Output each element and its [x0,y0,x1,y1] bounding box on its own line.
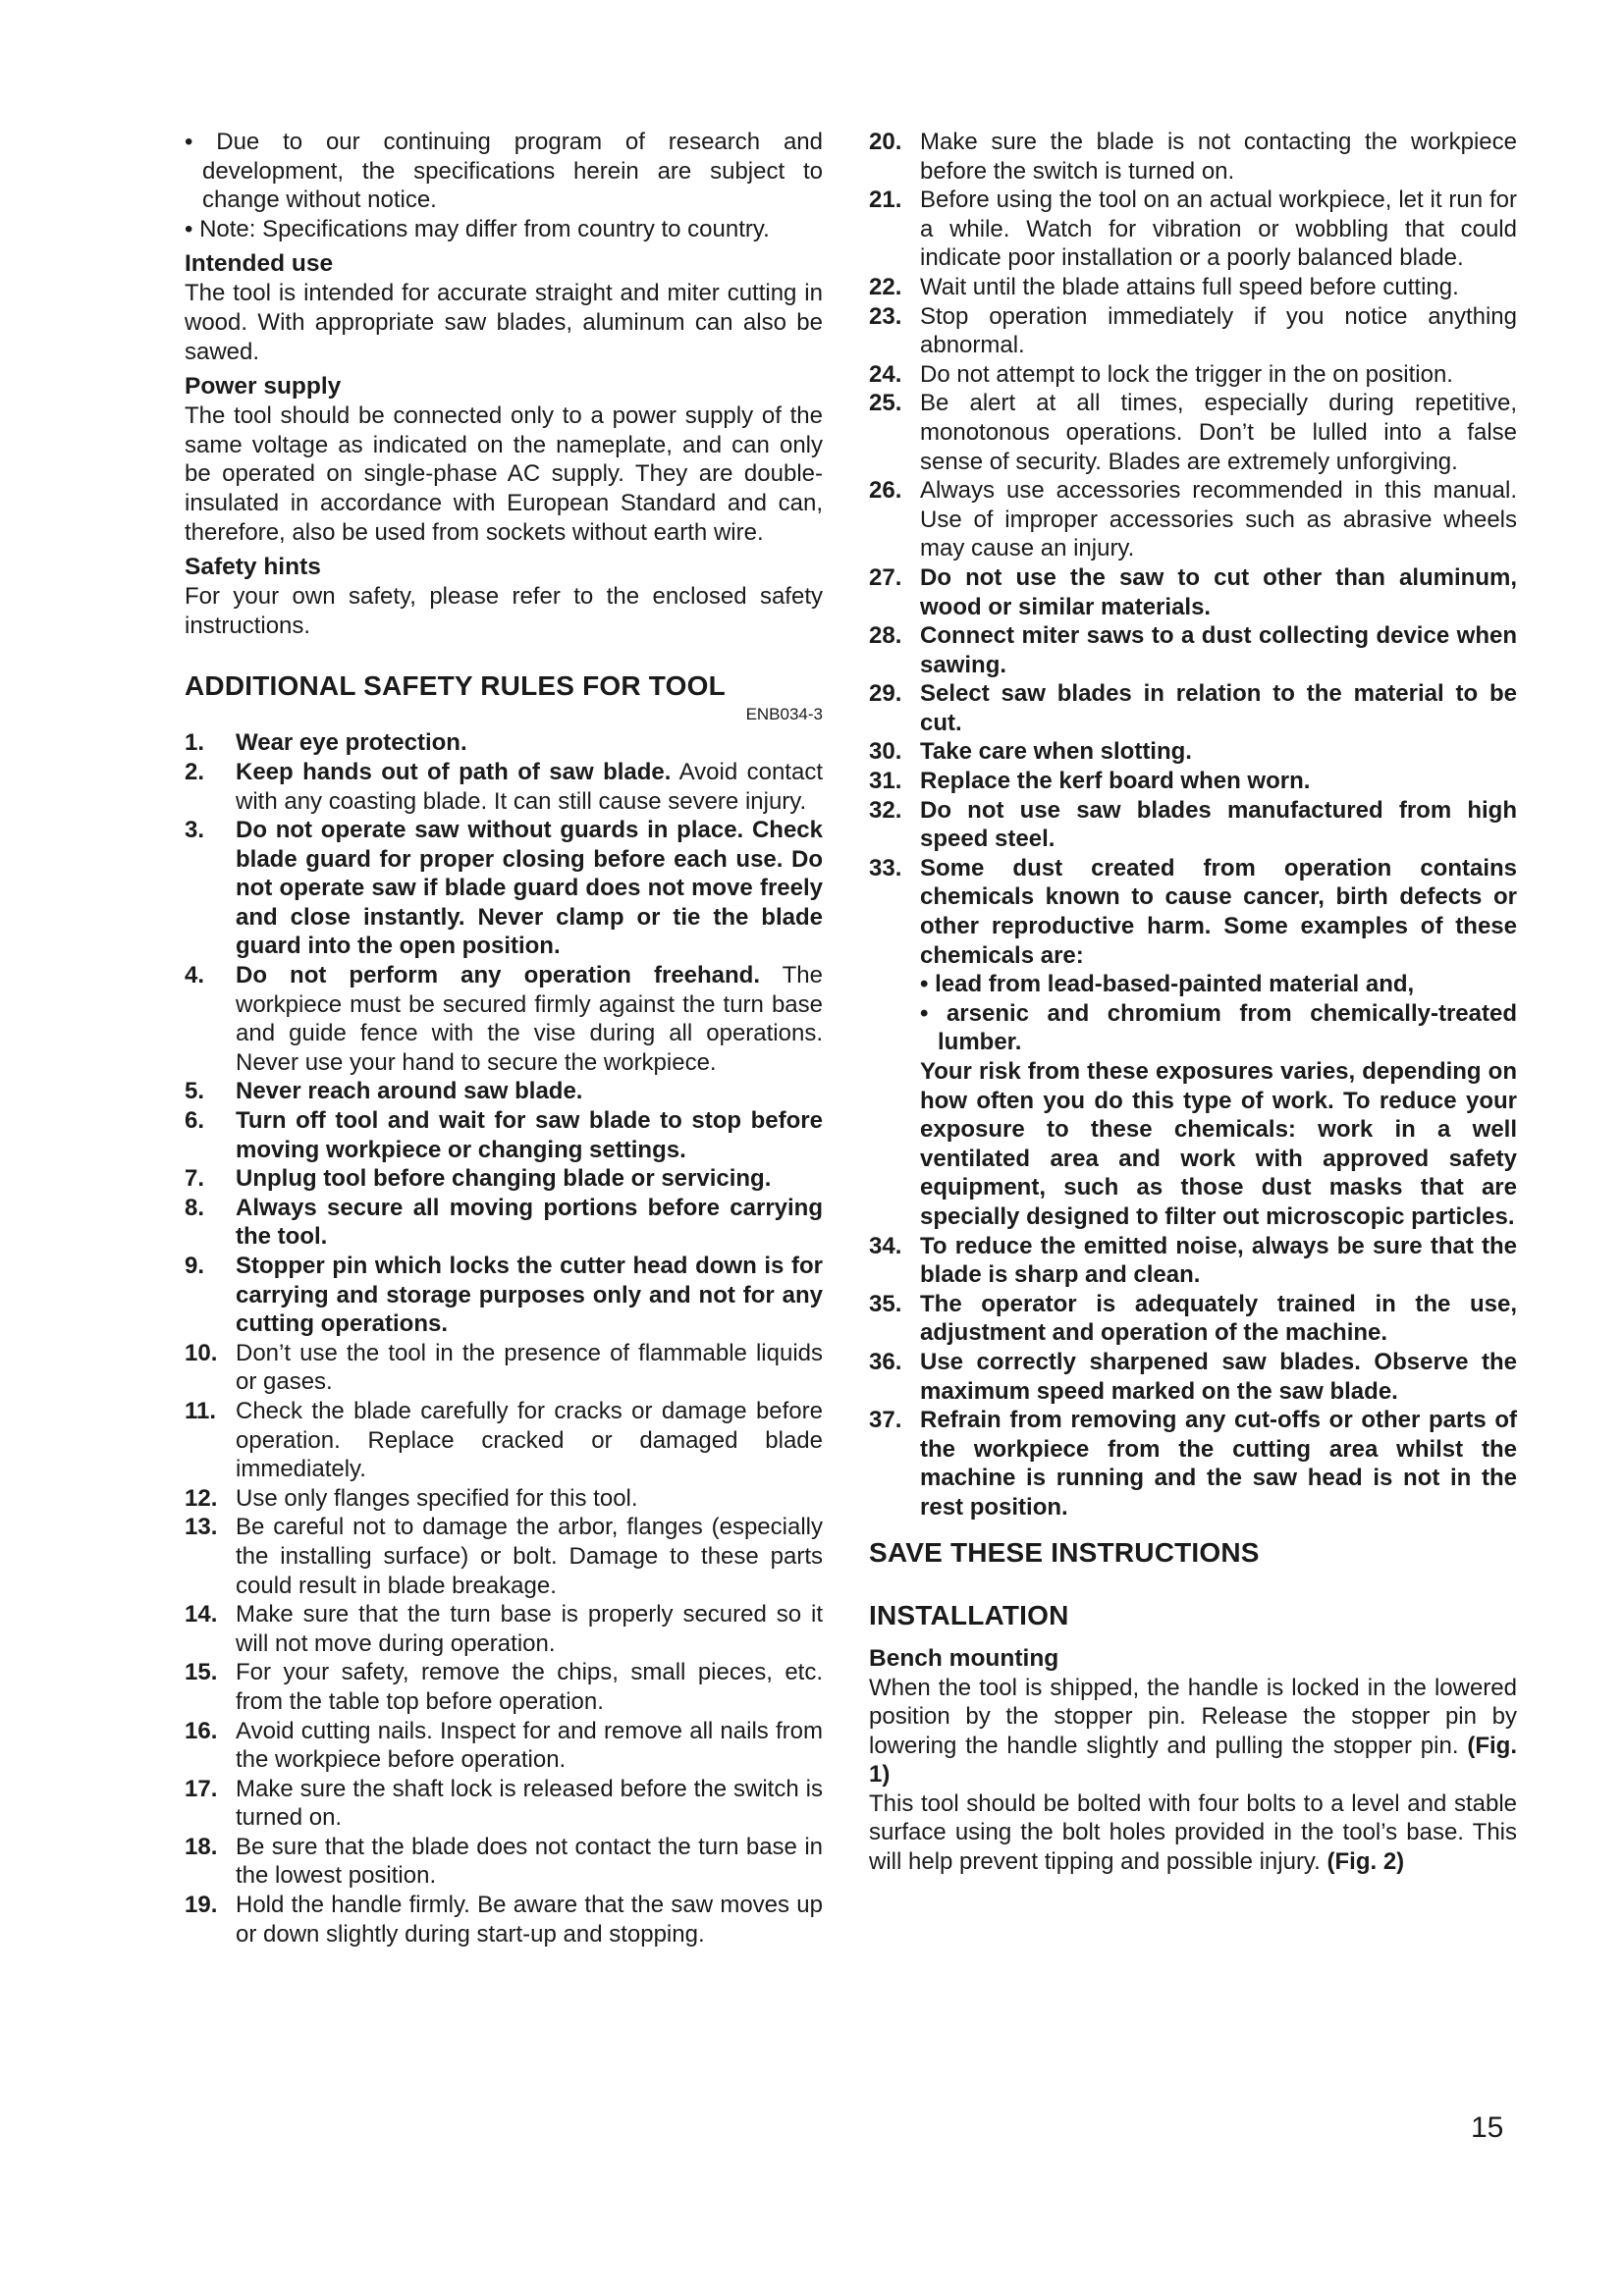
rule-number: 18. [185,1833,218,1860]
rule-item [869,1406,1517,1522]
rule-item [869,273,1517,302]
bench-mounting-heading: Bench mounting [869,1644,1059,1672]
safety-rules-list [185,728,823,1949]
safety-hints-text: For your own safety, please refer to the enclosed safety instructions. [185,583,823,639]
rule-item [869,302,1517,360]
power-supply-heading: Power supply [185,373,342,400]
rule-item [185,1833,823,1891]
safety-rules-bold-list-2 [869,1232,1517,1522]
safety-rules-list-continued [869,128,1517,563]
rule-bold-text: Unplug tool before changing blade or servicing. [236,1165,772,1193]
intended-use-text: The tool is intended for accurate straight and miter cutting in wood. With appropriate saw blades, aluminum can also be sawed. [185,280,823,365]
power-supply-text: The tool should be connected only to a power supply of the same voltage as indicated on the nameplate, and can only be operated on single-phase AC supply. They are double-insulated in accordance with European Standard and can, therefore, also be used from sockets without earth wire. [185,402,823,546]
rule-number: 7. [185,1165,205,1193]
left-column [185,128,823,1949]
rule-item [185,1717,823,1775]
rule-number: 33. [869,854,902,881]
rule-number: 34. [869,1232,902,1259]
rule-number: 13. [185,1514,218,1541]
rule-text: Hold the handle firmly. Be aware that the saw moves up or down slightly during start-up and stopping. [236,1892,823,1948]
rule-item [185,1891,823,1949]
rule-33-list [869,854,1517,1232]
rule-text: Do not use saw blades manufactured from high speed steel. [920,796,1517,853]
rule-number: 21. [869,187,902,214]
rule-number: 24. [869,360,902,388]
rule-text: The operator is adequately trained in the use, adjustment and operation of the machine. [920,1290,1517,1347]
rule-text: Some dust created from operation contains chemicals known to cause cancer, birth defects or other reproductive harm. Some examples of these chemicals are: [920,854,1517,969]
rule-text: Always use accessories recommended in this manual. Use of improper accessories such as abrasive wheels may cause an injury. [920,477,1517,562]
chemical-bullet: • lead from lead-based-painted material and, [920,971,1415,998]
rule-number: 25. [869,390,902,417]
rule-text: Check the blade carefully for cracks or damage before operation. Replace cracked or damaged blade immediately. [236,1397,823,1483]
rule-text: Before using the tool on an actual workpiece, let it run for a while. Watch for vibration or wobbling that could indicate poor installation or a poorly balanced blade. [920,187,1517,272]
rule-item [869,563,1517,621]
rule-number: 35. [869,1290,902,1317]
rule-number: 23. [869,302,902,330]
rule-bold-text: Do not operate saw without guards in place. Check blade guard for proper closing before each use. Do not operate saw if blade guard does not move freely and close instantly. Never clamp or tie the blade guard into the open position. [236,817,823,960]
rule-item [869,621,1517,679]
rule-item [869,1232,1517,1290]
rule-item [185,1775,823,1833]
rule-item [185,728,823,758]
intro-bullets [185,128,823,243]
rule-number: 10. [185,1339,218,1366]
rule-item [869,737,1517,767]
rule-item [185,1513,823,1600]
chemical-bullets [920,970,1517,1057]
page-number: 15 [1471,2111,1504,2144]
rule-number: 14. [185,1601,218,1629]
rule-text: Wait until the blade attains full speed before cutting. [920,273,1459,300]
rule-text: The workpiece must be secured firmly against the turn base and guide fence with the vise during all operations. Never use your hand to secure the workpiece. [236,962,823,1076]
safety-rules-bold-list [869,563,1517,854]
rule-text: Make sure the blade is not contacting the workpiece before the switch is turned on. [920,129,1517,185]
rule-text: Be sure that the blade does not contact the turn base in the lowest position. [236,1833,823,1890]
rule-item [185,1106,823,1164]
rule-number: 27. [869,563,902,591]
chemical-bullet: • arsenic and chromium from chemically-treated lumber. [920,999,1517,1056]
rule-number: 29. [869,680,902,708]
save-instructions-title: SAVE THESE INSTRUCTIONS [869,1536,1260,1568]
rule-text: Connect miter saws to a dust collecting device when sawing. [920,622,1517,678]
rule-item [869,854,1517,1232]
rule-number: 12. [185,1484,218,1512]
rule-item [869,476,1517,563]
rule-text: Do not use the saw to cut other than aluminum, wood or similar materials. [920,563,1517,620]
rule-item [185,1658,823,1716]
figure-reference: (Fig. 2) [1326,1848,1405,1876]
rule-item [185,1397,823,1484]
rule-item [869,186,1517,273]
intended-use-heading: Intended use [185,250,334,278]
rule-number: 20. [869,129,902,155]
rule-number: 1. [185,729,205,757]
section-title: ADDITIONAL SAFETY RULES FOR TOOL [185,670,726,702]
rule-item [185,1252,823,1339]
rule-text: Select saw blades in relation to the material to be cut. [920,680,1517,736]
rule-number: 16. [185,1717,218,1744]
rule-text: Make sure the shaft lock is released before the switch is turned on. [236,1775,823,1832]
rule-number: 28. [869,622,902,650]
rule-item [185,1484,823,1514]
rule-item [185,1339,823,1397]
rule-bold-text: Keep hands out of path of saw blade. [236,758,672,785]
rule-text: Be careful not to damage the arbor, flanges (especially the installing surface) or bolt. Damage to these parts could result in blade breakage. [236,1514,823,1599]
rule-number: 30. [869,738,902,766]
rule-bold-text: Turn off tool and wait for saw blade to stop before moving workpiece or changing settings. [236,1107,823,1163]
rule-text: Use correctly sharpened saw blades. Observe the maximum speed marked on the saw blade. [920,1348,1517,1405]
rule-number: 32. [869,796,902,824]
rule-item [869,128,1517,186]
rule-text: Do not attempt to lock the trigger in the on position. [920,360,1453,388]
rule-text: For your safety, remove the chips, small pieces, etc. from the table top before operation. [236,1659,823,1715]
rule-text: Be alert at all times, especially during repetitive, monotonous operations. Don’t be lulled into a false sense of security. Blades are extremely unforgiving. [920,390,1517,475]
rule-item [185,1194,823,1252]
rule-item [869,796,1517,854]
rule-33-continuation: Your risk from these exposures varies, depending on how often you do this type of work. To reduce your exposure to these chemicals: work in a well ventilated area and work with approved safety equipment, such as those dust masks that are specially designed to filter out microscopic particles. [920,1058,1517,1230]
rule-number: 36. [869,1348,902,1375]
bench-mounting-text-1: When the tool is shipped, the handle is locked in the lowered position by the stopper pin. Release the stopper pin by lowering the handle slightly and pulling the stopper pin. (Fig. 1) [869,1674,1517,1789]
rule-text: Don’t use the tool in the presence of flammable liquids or gases. [236,1339,823,1396]
rule-bold-text: Wear eye protection. [236,729,467,757]
rule-text: Make sure that the turn base is properly secured so it will not move during operation. [236,1601,823,1657]
rule-number: 6. [185,1107,205,1135]
rule-number: 17. [185,1775,218,1802]
rule-item [869,1290,1517,1348]
rule-number: 22. [869,273,902,300]
rule-text: Take care when slotting. [920,738,1192,766]
rule-bold-text: Never reach around saw blade. [236,1078,583,1105]
rule-item [185,961,823,1077]
rule-item [869,679,1517,737]
rule-number: 11. [185,1397,217,1424]
rule-number: 19. [185,1892,218,1919]
installation-title: INSTALLATION [869,1599,1069,1630]
rule-item [185,1164,823,1194]
rule-number: 2. [185,758,205,785]
rule-text: Avoid contact with any coasting blade. It can still cause severe injury. [236,758,823,815]
rule-number: 31. [869,768,902,795]
rule-text: Stop operation immediately if you notice anything abnormal. [920,302,1517,359]
rule-text: Avoid cutting nails. Inspect for and remove all nails from the workpiece before operation. [236,1717,823,1774]
rule-text: Replace the kerf board when worn. [920,768,1311,795]
rule-item [185,1077,823,1106]
intro-bullet: • Due to our continuing program of research and development, the specifications herein are subject to change without notice. [185,129,823,214]
rule-number: 3. [185,817,205,844]
rule-item [869,767,1517,796]
rule-number: 15. [185,1659,218,1686]
rule-number: 8. [185,1194,205,1221]
rule-number: 26. [869,477,902,505]
rule-bold-text: Always secure all moving portions before carrying the tool. [236,1194,823,1251]
rule-text: Refrain from removing any cut-offs or other parts of the workpiece from the cutting area whilst the machine is running and the saw head is not in the rest position. [920,1407,1517,1521]
rule-item [185,816,823,961]
figure-reference: (Fig. 1) [869,1732,1517,1789]
rule-item [869,389,1517,476]
rule-item [185,758,823,816]
rule-item [869,1348,1517,1406]
rule-number: 37. [869,1407,902,1434]
section-code: ENB034-3 [745,705,823,724]
intro-bullet: • Note: Specifications may differ from country to country. [185,215,770,242]
bench-mounting-text-2: This tool should be bolted with four bolts to a level and stable surface using the bolt holes provided in the tool’s base. This will help prevent tipping and possible injury. (Fig. 2) [869,1789,1517,1876]
rule-bold-text: Stopper pin which locks the cutter head down is for carrying and storage purposes only and not for any cutting operations. [236,1253,823,1338]
right-column [869,128,1517,1877]
safety-hints-heading: Safety hints [185,554,321,581]
rule-text: To reduce the emitted noise, always be sure that the blade is sharp and clean. [920,1232,1517,1289]
rule-item [185,1600,823,1658]
rule-number: 9. [185,1253,205,1279]
rule-bold-text: Do not perform any operation freehand. [236,962,761,989]
rule-text: Use only flanges specified for this tool. [236,1484,638,1512]
rule-item [869,360,1517,390]
rule-number: 5. [185,1078,205,1105]
rule-number: 4. [185,962,205,989]
